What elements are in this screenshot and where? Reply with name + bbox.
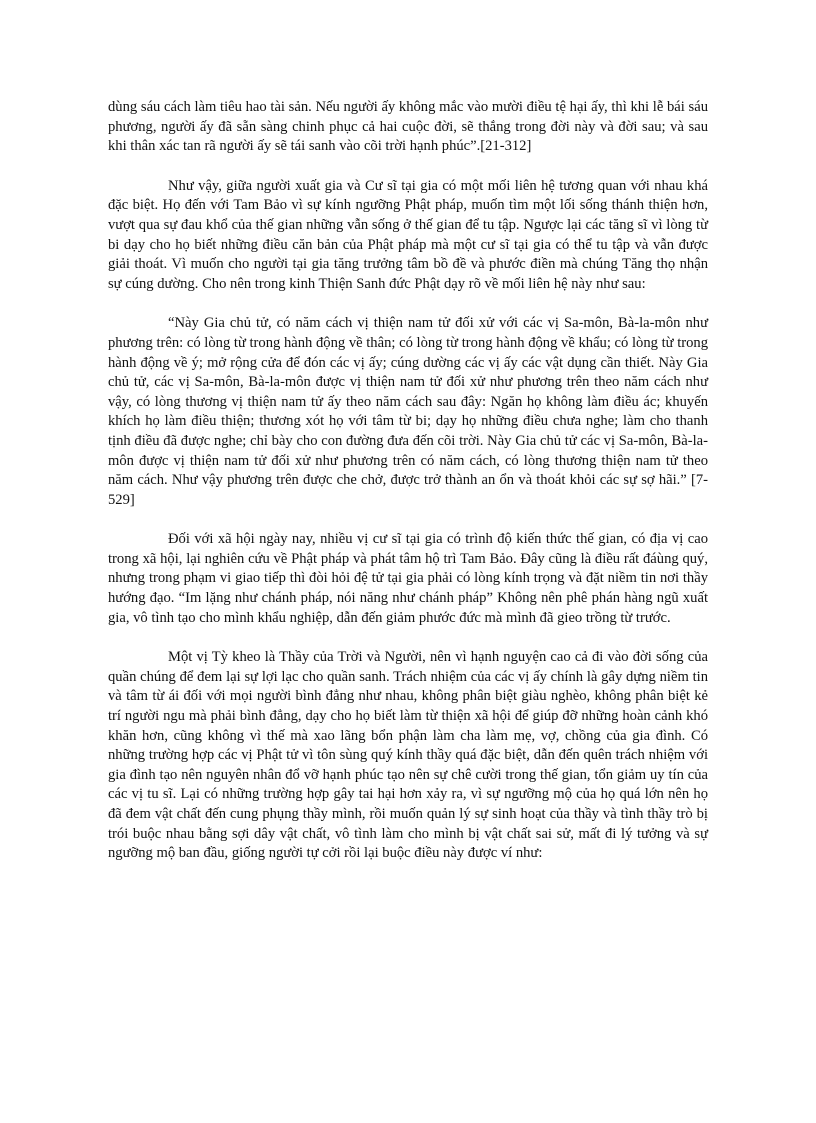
paragraph-1: dùng sáu cách làm tiêu hao tài sản. Nếu người ấy không mắc vào mười điều tệ hại ấy, thì khi lễ bái sáu phương, người ấy đã sẵn sàng chinh phục cả hai cuộc đời, sẽ thắng trong đời này và đời sau; và sau khi thân xác tan rã người ấy sẽ tái sanh vào cõi trời hạnh phúc”.[21-312] bbox=[108, 99, 708, 155]
document-body bbox=[108, 98, 708, 884]
paragraph-3-quote: “Này Gia chủ tử, có năm cách vị thiện nam tử đối xử với các vị Sa-môn, Bà-la-môn như phương trên: có lòng từ trong hành động về thân; có lòng từ trong hành động về khẩu; có lòng từ trong hành động về ý; mở rộng cửa để đón các vị ấy; cúng dường các vị ấy các vật dụng cần thiết. Này Gia chủ tử, các vị Sa-môn, Bà-la-môn được vị thiện nam tử đối xử như phương trên theo năm cách như vậy, có lòng thương vị thiện nam tử ấy theo năm cách sau đây: Ngăn họ không làm điều ác; khuyến khích họ làm điều thiện; thương xót họ với tâm từ bi; dạy họ những điều chưa nghe; làm cho thanh tịnh điều đã được nghe; chỉ bày cho con đường đưa đến cõi trời. Này Gia chủ tử các vị Sa-môn, Bà-la-môn được vị thiện nam tử đối xử như phương trên có năm cách, có lòng thương thiện nam tử theo năm cách. Như vậy phương trên được che chở, được trở thành an ổn và thoát khỏi các sự sợ hãi.” [7-529] bbox=[108, 315, 708, 508]
paragraph-2: Như vậy, giữa người xuất gia và Cư sĩ tại gia có một mối liên hệ tương quan với nhau khá đặc biệt. Họ đến với Tam Bảo vì sự kính ngưỡng Phật pháp, muốn tìm một lối sống thánh thiện hơn, vượt qua sự đau khổ của thế gian những vẫn sống ở thế gian để tu tập. Ngược lại các tăng sĩ vì lòng từ bi dạy cho họ biết những điều căn bản của Phật pháp mà một cư sĩ tại gia có thể tu tập và vẫn được giải thoát. Vì muốn cho người tại gia tăng trưởng tâm bồ đề và phước điền mà chúng Tăng thọ nhận sự cúng dường. Cho nên trong kinh Thiện Sanh đức Phật dạy rõ về mối liên hệ này như sau: bbox=[108, 177, 708, 292]
paragraph-4: Đối với xã hội ngày nay, nhiều vị cư sĩ tại gia có trình độ kiến thức thế gian, có địa vị cao trong xã hội, lại nghiên cứu về Phật pháp và phát tâm hộ trì Tam Bảo. Đây cũng là điều rất đáùng quý, nhưng trong phạm vi giao tiếp thì đòi hỏi đệ tử tại gia phải có lòng kính trọng và đặt niềm tin nơi thầy hướng đạo. “Im lặng như chánh pháp, nói năng như chánh pháp” Không nên phê phán hàng ngũ xuất gia, vô tình tạo cho mình khẩu nghiệp, dẫn đến giảm phước đức mà mình đã gieo trồng từ trước. bbox=[108, 531, 708, 626]
paragraph-5: Một vị Tỳ kheo là Thầy của Trời và Người, nên vì hạnh nguyện cao cả đi vào đời sống của quần chúng để đem lại sự lợi lạc cho quần sanh. Trách nhiệm của các vị ấy chính là gây dựng niềm tin và tâm từ ái đối với mọi người bình đẳng như nhau, không phân biệt giàu nghèo, không phân biệt kẻ trí người ngu mà phải bình đẳng, dạy cho họ biết làm từ thiện xã hội để giúp đỡ những hoàn cảnh khó khăn hơn, cũng không vì thế mà xao lãng bổn phận làm cha làm mẹ, vợ, chồng của gia đình. Có những trường hợp các vị Phật tử vì tôn sùng quý kính thầy quá đặc biệt, dẫn đến quên trách nhiệm với gia đình tạo nên nguyên nhân đổ vỡ hạnh phúc tạo nên sự chê cười trong thế gian, tổn giảm uy tín của các vị tu sĩ. Lại có những trường hợp gây tai hại hơn xảy ra, vì sự ngưỡng mộ của họ quá lớn nên họ đã đem vật chất đến cung phụng thầy mình, rồi muốn quản lý sự sinh hoạt của thầy và tình thầy trò bị trói buộc nhau bằng sợi dây vật chất, vô tình làm cho mình bị vật chất sai sử, mất đi lý tưởng và sự ngưỡng mộ ban đầu, giống người tự cởi rồi lại buộc điều này được ví như: bbox=[108, 649, 708, 862]
